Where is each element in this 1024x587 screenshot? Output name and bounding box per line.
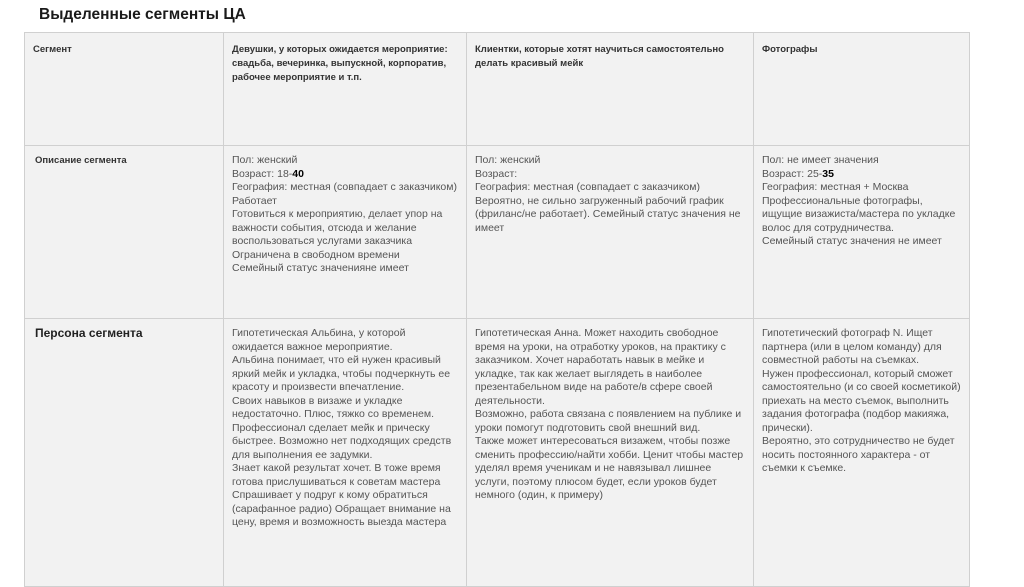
header-cell-segment: Сегмент xyxy=(25,33,224,146)
table-row-persona xyxy=(25,319,970,587)
description-line: Ограничена в свободном времени xyxy=(232,248,400,261)
persona-cell-photographers xyxy=(754,319,970,587)
persona-line: Знает какой результат хочет. В тоже время готова прислушиваться к советам мастера xyxy=(232,462,444,488)
header-cell-photographers: Фотографы xyxy=(754,33,970,146)
description-line: Семейный статус значения не имеет xyxy=(762,235,942,247)
description-line: География: местная + Москва xyxy=(762,181,909,193)
row-label-description: Описание сегмента xyxy=(25,146,224,319)
persona-line: Своих навыков в визаже и укладке недостаточно. Плюс, тяжко со временем. xyxy=(232,394,435,420)
gender-text: Пол: не имеет значения xyxy=(762,154,879,166)
table-row-description xyxy=(25,146,970,319)
description-line: Профессиональные фотографы, ищущие визажиста/мастера по укладке волос для сотрудничества. xyxy=(762,194,959,234)
gender-text: Пол: женский xyxy=(232,154,298,166)
description-cell-makeup-learners xyxy=(467,146,754,319)
persona-line: Нужен профессионал, который сможет самостоятельно (и со своей косметикой) приехать на место съемок, выполнить задания фотографа (подбор макияжа, прически). xyxy=(762,367,964,434)
persona-line: Гипотетическая Анна. Может находить свободное время на уроки, на отработку уроков, на практику с заказчиком. Хочет наработать навык в мейке и укладке, так как желает выглядеть в наиболее презентабельном виде на работе/в сфере своей деятельности. xyxy=(475,327,729,407)
persona-cell-makeup-learners xyxy=(467,319,754,587)
persona-line: Спрашивает у подруг к кому обратиться (сарафанное радио) Обращает внимание на цену, время и возможность выезда мастера xyxy=(232,489,454,528)
persona-line: Вероятно, это сотрудничество не будет носить постоянного характера - от съемки к съемке. xyxy=(762,435,958,474)
header-cell-event-girls: Девушки, у которых ожидается мероприятие: свадьба, вечеринка, выпускной, корпоратив, рабочее мероприятие и т.п. xyxy=(224,33,467,146)
persona-line: Альбина понимает, что ей нужен красивый яркий мейк и укладка, чтобы подчеркнуть ее красоту и произвести впечатление. xyxy=(232,354,454,393)
description-line: Готовиться к мероприятию, делает упор на важности события, отсюда и желание воспользоваться услугами заказчика xyxy=(232,208,446,247)
description-line: Работает xyxy=(232,194,277,207)
description-line: Семейный статус значенияне имеет xyxy=(232,262,409,274)
persona-line: Профессионал сделает мейк и прическу быстрее. Возможно нет подходящих средств для выполнения ее задумки. xyxy=(232,421,455,461)
description-cell-event-girls xyxy=(224,146,467,319)
row-label-persona: Персона сегмента xyxy=(25,319,224,587)
age-text: Возраст: xyxy=(475,167,518,180)
description-line: География: местная (совпадает с заказчиком) xyxy=(475,181,700,193)
persona-line: Гипотетическая Альбина, у которой ожидается важное мероприятие. xyxy=(232,327,409,353)
slide-title: Выделенные сегменты ЦА xyxy=(39,6,246,23)
gender-text: Пол: женский xyxy=(475,154,541,166)
description-line: География: местная (совпадает с заказчиком) xyxy=(232,181,457,193)
description-cell-photographers xyxy=(754,146,970,319)
persona-line: Возможно, работа связана с появлением на публике и уроки помогут подготовить свой внешний вид. xyxy=(475,408,745,434)
header-row xyxy=(25,33,970,146)
segments-table xyxy=(24,32,970,587)
age-text: Возраст: 25-35 xyxy=(762,167,834,180)
header-cell-makeup-learners: Клиентки, которые хотят научиться самостоятельно делать красивый мейк xyxy=(467,33,754,146)
age-text: Возраст: 18-40 xyxy=(232,167,304,180)
persona-line: Также может интересоваться визажем, чтобы позже сменить профессию/найти хобби. Ценит чтобы мастер уделял время ученикам и не навязывал лишнее услуги, поэтому плюсом будет, если уроков будет немного (один, к примеру) xyxy=(475,435,747,501)
persona-line: Гипотетический фотограф N. Ищет партнера (или в целом команду) для совместной работы на съемках. xyxy=(762,327,945,366)
description-line: Вероятно, не сильно загруженный рабочий график (фриланс/не работает). Семейный статус значения не имеет xyxy=(475,194,744,234)
persona-cell-event-girls xyxy=(224,319,467,587)
